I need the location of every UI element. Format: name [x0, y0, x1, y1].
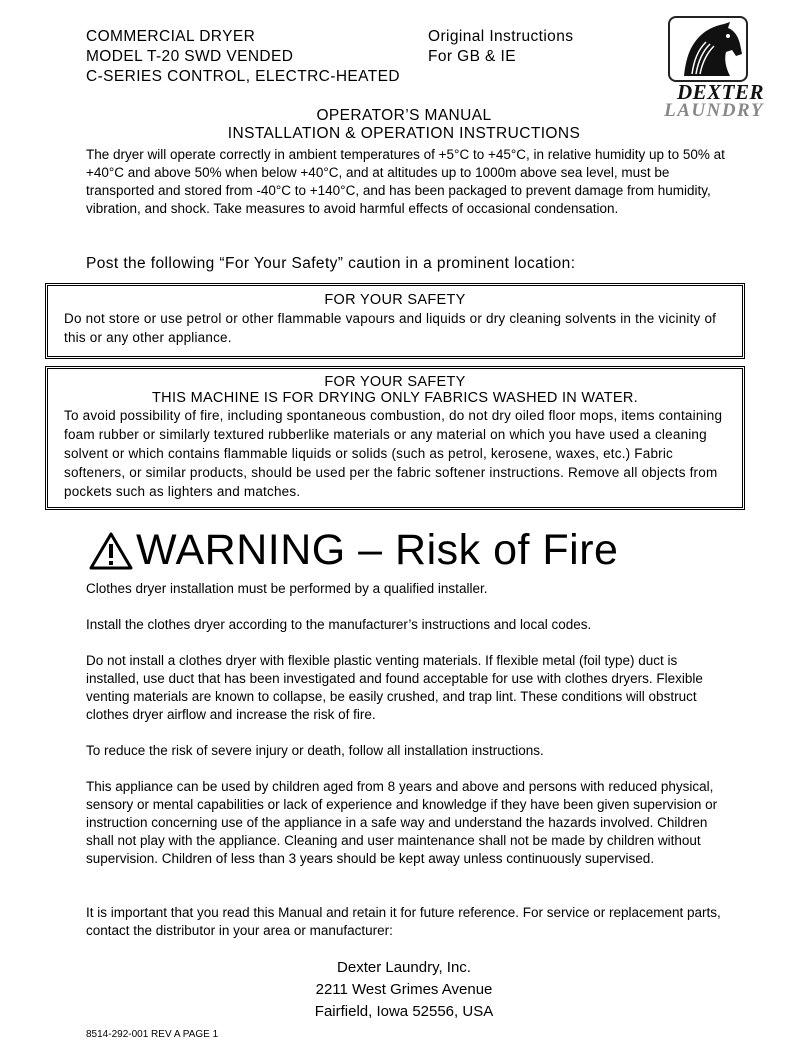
logo-brand-text: DEXTER [676, 80, 764, 104]
safety-box-1-heading: FOR YOUR SAFETY [324, 292, 466, 308]
logo-sub-text: LAUNDRY [664, 100, 764, 121]
safety-box-2-heading: FOR YOUR SAFETY [324, 374, 466, 390]
page-footer: 8514-292-001 REV A PAGE 1 [86, 1029, 219, 1040]
title-line-1: OPERATOR’S MANUAL [316, 107, 492, 124]
safety-box-2-subheading: THIS MACHINE IS FOR DRYING ONLY FABRICS WASHED IN WATER. [152, 390, 638, 406]
header-line-product: COMMERCIAL DRYER [86, 28, 256, 45]
safety-box-2 [45, 366, 745, 510]
header-left [86, 27, 400, 87]
header-original-instructions: Original Instructions [428, 28, 574, 45]
post-caution-text: Post the following “For Your Safety” caution in a prominent location: [86, 255, 576, 272]
manual-title [0, 107, 808, 143]
title-line-2: INSTALLATION & OPERATION INSTRUCTIONS [227, 125, 581, 142]
manufacturer-address [0, 957, 808, 1023]
header-line-model: MODEL T-20 SWD VENDED [86, 48, 294, 65]
header-right [428, 27, 573, 67]
warning-triangle-icon [88, 531, 134, 571]
warning-paragraph-3: Do not install a clothes dryer with flexible plastic venting materials. If flexible metal (foil type) duct is installed, use duct that has been investigated and found acceptable for use with clothes dryers. Flexible venting materials are known to collapse, be easily crushed, and trap lint. These conditions will obstruct clothes dryer airflow and increase the risk of fire. [86, 653, 703, 722]
safety-box-2-text: To avoid possibility of fire, including spontaneous combustion, do not dry oiled floor mops, items containing foam rubber or similarly textured rubberlike materials or any material on which you have used a cleaning solvent or which contains flammable liquids or solids (such as petrol, kerosene, waxes, etc.) Fabric softeners, or similar products, should be used per the fabric softener instructions. Remove all objects from pockets such as lighters and matches. [64, 408, 723, 499]
warning-paragraph-5: This appliance can be used by children aged from 8 years and above and persons with reduced physical, sensory or mental capabilities or lack of experience and knowledge if they have been given supervision or instruction concerning use of the appliance in a safe way and understand the hazards involved. Children shall not play with the appliance. Cleaning and user maintenance shall not be made by children without supervision. Children of less than 3 years should be kept away unless continuously supervised. [86, 779, 718, 866]
address-company: Dexter Laundry, Inc. [337, 959, 471, 976]
horse-head-icon [668, 16, 748, 82]
warning-paragraph-2: Install the clothes dryer according to the manufacturer’s instructions and local codes. [86, 617, 592, 632]
intro-paragraph: The dryer will operate correctly in ambient temperatures of +5°C to +45°C, in relative humidity up to 50% at +40°C and above 50% when below +40°C, and at altitudes up to 1000m above sea level, must be transported and stored from -40°C to +140°C, and has been packaged to prevent damage from humidity, vibration, and shock. Take measures to avoid harmful effects of occasional condensation. [86, 147, 725, 216]
safety-box-1 [45, 283, 745, 359]
warning-title-text: WARNING – Risk of Fire [136, 526, 619, 574]
address-street: 2211 West Grimes Avenue [315, 981, 493, 998]
warning-heading [88, 526, 618, 575]
warning-paragraph-4: To reduce the risk of severe injury or death, follow all installation instructions. [86, 743, 544, 758]
header-line-control: C-SERIES CONTROL, ELECTRC-HEATED [86, 68, 400, 85]
header-region: For GB & IE [428, 48, 516, 65]
warning-paragraph-6: It is important that you read this Manual and retain it for future reference. For service or replacement parts, contact the distributor in your area or manufacturer: [86, 905, 721, 938]
warning-paragraph-1: Clothes dryer installation must be performed by a qualified installer. [86, 581, 488, 596]
safety-box-1-text: Do not store or use petrol or other flammable vapours and liquids or dry cleaning solvents in the vicinity of this or any other appliance. [64, 311, 717, 345]
address-city: Fairfield, Iowa 52556, USA [314, 1003, 494, 1020]
